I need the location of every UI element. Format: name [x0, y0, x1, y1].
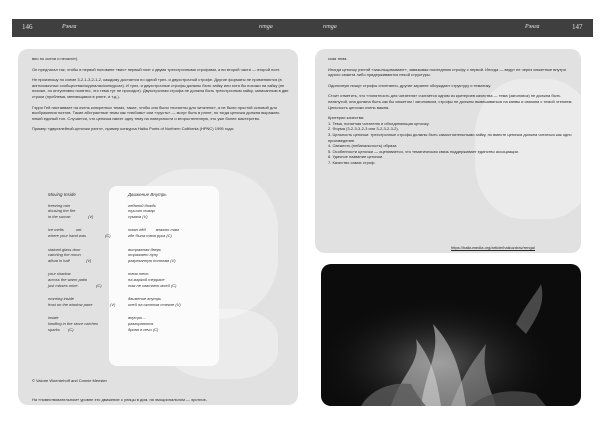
- poem-russian: [128, 192, 181, 340]
- stanza: [128, 315, 181, 332]
- fire-flame-illustration: [321, 264, 581, 406]
- right-page-number: 147: [572, 23, 583, 31]
- poem-line: движение внутрь: [128, 296, 162, 302]
- poem-line: sparks: [48, 326, 60, 332]
- poem-line: где была твоя рука (C): [128, 232, 172, 238]
- poem-line: (V): [110, 301, 116, 307]
- poem-line: внутри ...: [128, 315, 147, 321]
- poem-line: тушит пожар: [128, 208, 155, 214]
- left-book-title: Рэнга: [62, 24, 77, 30]
- poem-line: freezing rain: [48, 202, 71, 208]
- poem-line: (V): [86, 257, 92, 263]
- stanza: [128, 227, 181, 238]
- paragraph: Он предлагал так, чтобы в первой половине «вио» первый поэт с двумя трехстрочными строфами, а во второй части — второй поэт.: [32, 66, 280, 72]
- left-page-body: [32, 56, 290, 132]
- poem-line: inside: [48, 315, 59, 321]
- stanza: [48, 247, 115, 264]
- left-section-label: renga: [259, 24, 273, 30]
- criteria-title: Критерии качества:: [328, 115, 365, 121]
- poem-line: catching the moon: [48, 252, 81, 258]
- poem-line: разрезанную пополам (V): [128, 257, 176, 263]
- paragraph: ская тема.: [328, 56, 348, 61]
- poem-line: (V): [88, 213, 94, 219]
- source-link[interactable]: https://haikumedia.org/article/haikuzdrav/renga/: [451, 245, 536, 250]
- poem-line: сумаха (V): [128, 213, 148, 219]
- stanza: [128, 203, 181, 220]
- stanza: [48, 271, 115, 288]
- poem-english: [48, 192, 115, 340]
- right-page-header: [305, 19, 593, 37]
- poem-line: на жаркой террасе: [128, 276, 165, 282]
- continuation-text: На «повествовательном» уровне это движение с улицы в дом, на эмоциональном — эротиче-: [32, 397, 208, 402]
- poem-line: kindling in the stove catches: [48, 320, 99, 326]
- paragraph: Одиночную пишут строфы спонтанно, другие заранее обсуждают структуру и тематику.: [328, 82, 492, 88]
- criteria-item: 3. Цельность цепочки: трехстрочные строфы должны быть самостоятельными хайку, но вместе цепочка должна читаться как одно произведение.: [328, 131, 572, 143]
- poem-line: your shadow: [48, 271, 71, 277]
- paragraph: Пример «двухэлейной-цепочки рэнгэ», пример конкурса Haiku Poets of Northern California (HPNC) 1995 года:: [32, 126, 234, 132]
- stanza: [128, 247, 181, 264]
- poem-line: дрова в печи (C): [128, 326, 159, 332]
- left-page-number: 146: [22, 23, 33, 31]
- stanza: [48, 227, 115, 238]
- stanza: [48, 315, 115, 332]
- poem-english-title: Moving Inside: [48, 192, 76, 197]
- fire-photo: [321, 264, 581, 406]
- poem-line: отражает луну: [128, 252, 158, 258]
- criteria-item: 2. Форма (3-2-3-3-2-3 или 3-2-3-2-3-2).: [328, 126, 399, 132]
- right-book-title: Рэнга: [525, 24, 540, 30]
- stanza: [48, 203, 115, 220]
- poem-line: where your hand was: [48, 232, 87, 238]
- poem-line: in the sumac: [48, 213, 71, 219]
- poem-line: (C): [68, 326, 74, 332]
- poem-russian-title: Движение Внутрь: [128, 192, 167, 197]
- stanza: [128, 271, 181, 288]
- paragraph: Не произношу по схеме 3-2-1-3-2-1-2, каждому достается по одной трех- и двухстрочной строфе. Другие форматы не применяются (в англоязычных сообществах/журналах/конкурсах). И трех- и двухстрочные строфы должны быть хайку или хотя бы похожи на хайку (не похоже, но интуитивно понятно, что тема тут не проходит). Двухстрочная строфа не должна быть трехстрочным хайку, записанным в две строки (проблема, меняющаяся в рэнге, и т.д.).: [32, 77, 289, 99]
- paragraph: Иногда цепочку рэнгэй «закольцовывают», завязывая последнюю строфу с первой. Иногда — ведут ее через сюжетные внутри одного сюжета либо придерживаются некой структуры.: [328, 66, 566, 78]
- poem-line: stained glass door: [48, 246, 81, 252]
- poem-line: dousing the fire: [48, 208, 76, 214]
- poem-line: витражная дверь: [128, 246, 162, 252]
- poem-line: иней на оконном стекле (V): [128, 301, 181, 307]
- stanza: [128, 296, 181, 307]
- right-section-label: renga: [323, 24, 337, 30]
- poem-line: ice melts unt: [48, 227, 82, 233]
- criteria-item: 6. Удачное название цепочки.: [328, 154, 384, 160]
- poem-line: так не хватает моей (C): [128, 282, 177, 288]
- paragraph: Гэрри Гей настаивает на очень конкретных темах, такие, чтобы они были «понятны для читателя», а не были простой основой для воображения поэтов. Такие абстрактные темы как «любовь» или «грусть» — могут быть в рэнге, но тогда цепочка должна выражать некий единый тон. Случается, что цепочка имеет одну тему на поверхности и второстепенную, это уже более мастерство.: [32, 104, 280, 121]
- poem-line: таял лёд влажно там: [128, 227, 179, 233]
- criteria-item: 1. Тема, понятная читателю и объединяющая цепочку.: [328, 120, 430, 126]
- left-page-header: [12, 19, 306, 37]
- copyright-line: © Valorie Woerdehoff and Connie Meester: [32, 378, 107, 383]
- right-page-body: [328, 56, 574, 166]
- criteria-item: 5. Особенности цепочки — оценивается, что тематическая связь поддерживает единство ассоциации.: [328, 148, 519, 154]
- poem-line: твоя тень: [128, 271, 149, 277]
- poem-line: (C): [96, 282, 102, 288]
- poem-line: frost on the window pane: [48, 301, 93, 307]
- poem-line: afloat in half: [48, 257, 70, 263]
- criteria-list: [328, 115, 574, 165]
- paragraph: вио по осени и печали»).: [32, 56, 79, 61]
- criteria-item: 7. Качество самих строф.: [328, 159, 376, 165]
- poem-line: (C): [105, 232, 111, 238]
- poem-line: ледяной дождь: [128, 202, 156, 208]
- poem-line: разгораются: [128, 320, 154, 326]
- poem-line: across the warm patio: [48, 276, 88, 282]
- criteria-item: 4. Свежесть (небанальность) образа.: [328, 143, 398, 149]
- poem-line: morning inside: [48, 296, 75, 302]
- paragraph: Стоит отметить, что «понятность для читателя» считается одним из критериев качества — тема (заголовок) не должна быть натянутой, она должна быть как бы сюжетом / заголовком, строфы не должны вывешиваться на канвы и связана с темой чтением. Цельность цепочки очень важна.: [328, 93, 573, 110]
- poem-line: just misses mine: [48, 282, 78, 288]
- stanza: [48, 296, 115, 307]
